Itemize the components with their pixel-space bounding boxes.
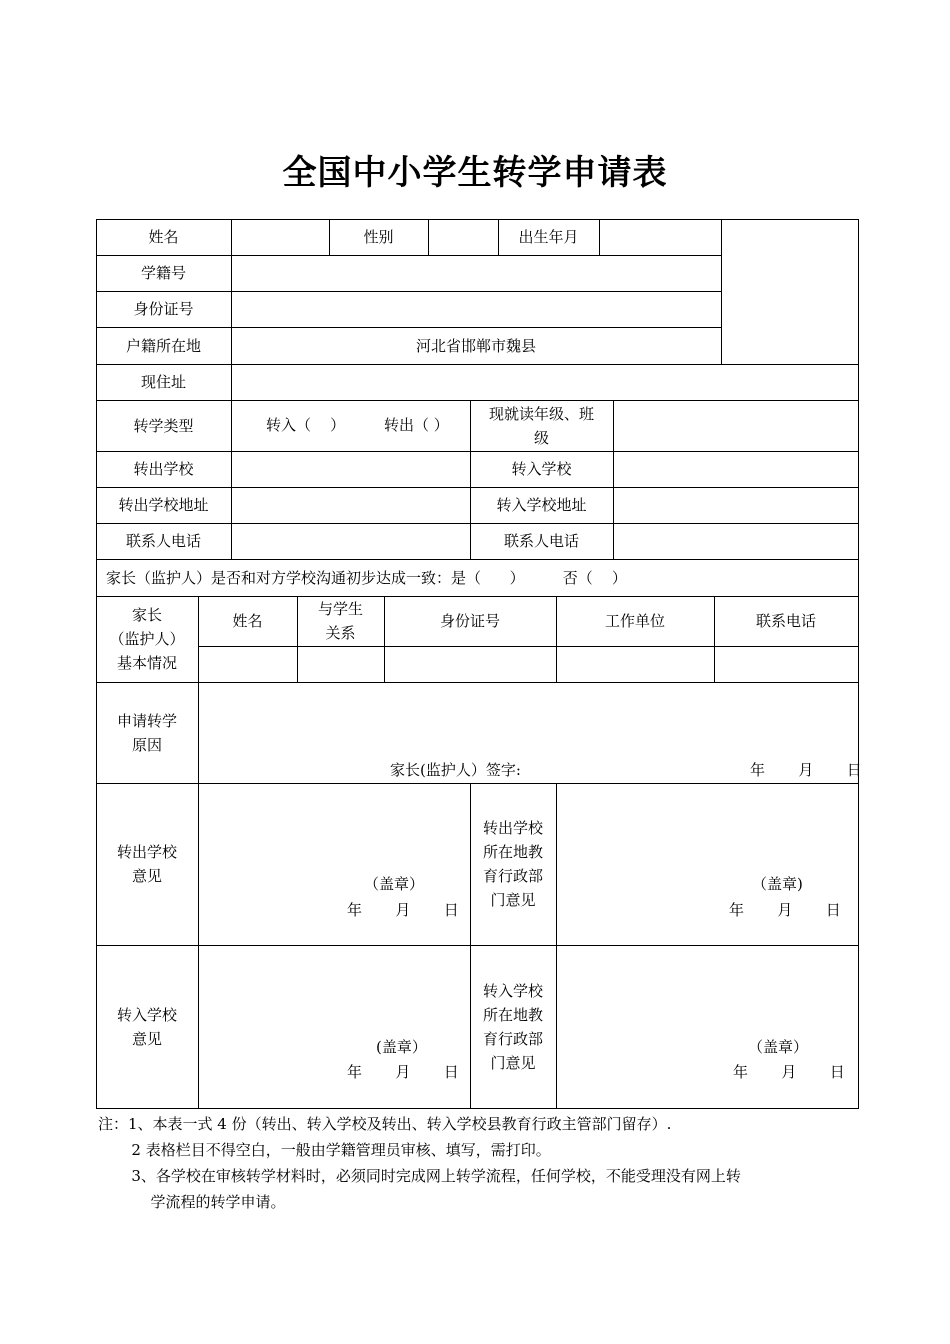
signature-date: 年 月 日 [750,761,862,779]
table-line [96,1108,859,1109]
agreement-question: 家长（监护人）是否和对方学校沟通初步达成一致：是（ ） 否（ ） [106,569,627,587]
seal-from-school: （盖章） [364,875,425,893]
label-hukou: 户籍所在地 [125,336,201,355]
date-from-school: 年 月 日 [347,901,459,919]
label-gender: 性别 [363,228,394,246]
guardian-signature: 家长(监护人）签字: [390,761,521,779]
label-contact-phone: 联系人电话 [503,532,579,550]
label-from-school-address: 转出学校地址 [118,496,209,514]
hukou-value: 河北省邯郸市魏县 [415,336,536,355]
option-transfer-out: 转出（ ） [384,416,449,434]
label-guardian-name: 姓名 [232,612,263,630]
page-title: 全国中小学生转学申请表 [282,153,668,193]
label-guardian-id: 身份证号 [439,612,500,630]
label-student-id: 学籍号 [140,264,186,282]
date-to-school: 年 月 日 [347,1063,459,1081]
table-line [96,682,859,683]
note-line: 3、各学校在审核转学材料时，必须同时完成网上转学流程，任何学校，不能受理没有网上转 [98,1167,741,1185]
label-name: 姓名 [148,228,179,246]
footnotes [98,1111,741,1215]
date-to-edu: 年 月 日 [733,1063,845,1081]
label-contact-phone: 联系人电话 [125,532,201,550]
label-birth-date: 出生年月 [518,228,579,246]
label-to-edu-opinion: 转入学校 所在地教 育行政部 门意见 [482,981,543,1072]
table-line [599,219,600,255]
seal-to-school: (盖章） [376,1038,427,1056]
label-guardian-info: 家长 （监护人） 基本情况 [109,606,185,672]
table-line [613,400,614,559]
label-address: 现住址 [140,373,186,391]
label-transfer-type: 转学类型 [133,416,194,435]
label-from-school: 转出学校 [133,460,194,478]
seal-from-edu: （盖章) [752,875,803,893]
table-line [858,219,859,1109]
option-transfer-in: 转入（ ） [266,416,346,434]
label-to-school-address: 转入学校地址 [496,496,587,514]
table-line [721,219,722,364]
seal-to-edu: （盖章） [748,1038,809,1056]
label-guardian-work: 工作单位 [604,612,665,630]
note-line: 注：1、本表一式 4 份（转出、转入学校及转出、转入学校县教育行政主管部门留存）. [98,1115,672,1133]
table-line [198,596,199,1108]
label-to-school: 转入学校 [511,460,572,478]
note-line: 2 表格栏目不得空白，一般由学籍管理员审核、填写，需打印。 [98,1141,551,1159]
date-from-edu: 年 月 日 [729,901,841,919]
table-line [231,364,232,559]
label-from-edu-opinion: 转出学校 所在地教 育行政部 门意见 [482,819,543,909]
note-line: 学流程的转学申请。 [98,1193,286,1211]
label-to-school-opinion: 转入学校 意见 [116,1005,177,1048]
label-id-number: 身份证号 [133,300,194,318]
label-current-grade: 现就读年级、班 级 [488,404,594,447]
label-guardian-relation: 与学生 关系 [317,600,363,642]
table-line [96,559,859,560]
label-guardian-phone: 联系电话 [755,612,816,630]
table-line [556,783,557,1108]
label-from-school-opinion: 转出学校 意见 [116,843,177,885]
label-transfer-reason: 申请转学 原因 [116,711,177,754]
table-line [428,219,429,255]
